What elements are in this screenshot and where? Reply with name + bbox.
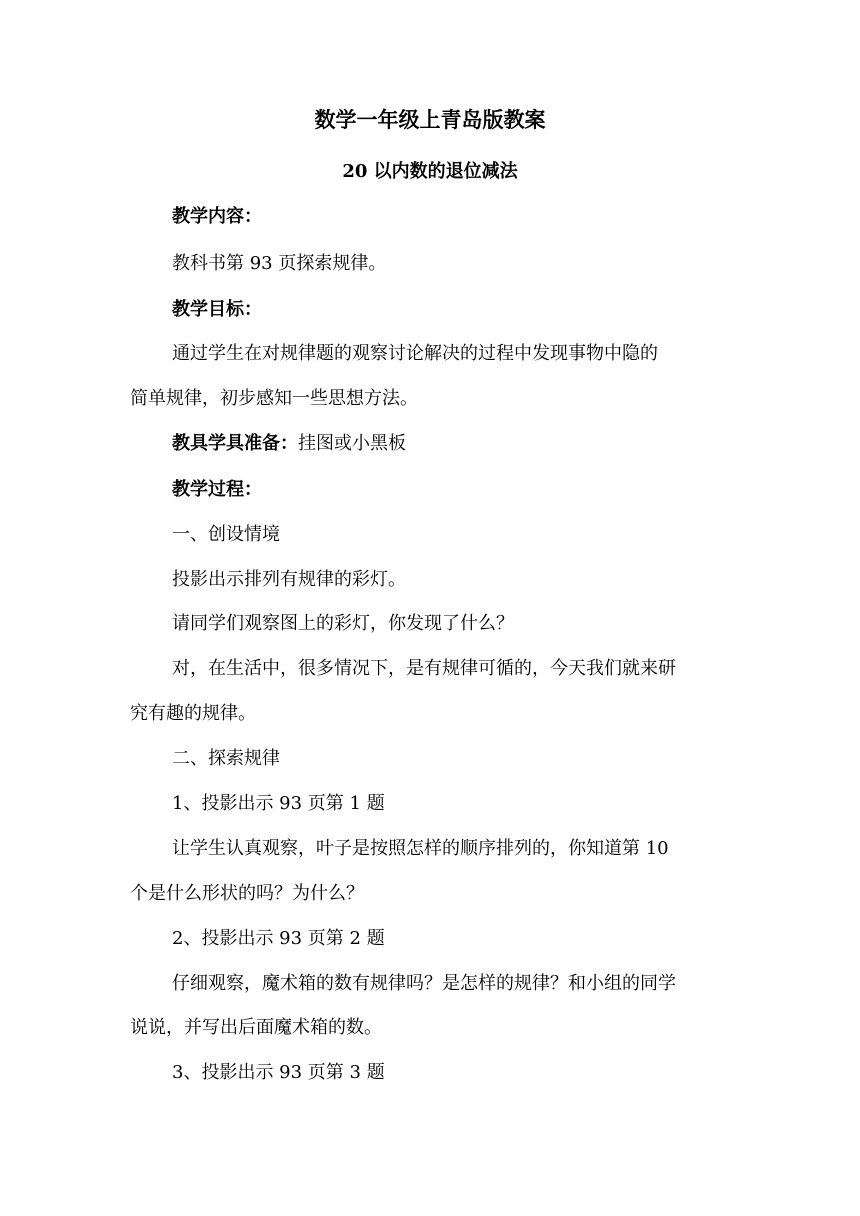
question-2-text-b: 说说，并写出后面魔术箱的数。 xyxy=(130,1017,382,1038)
document-title: 数学一年级上青岛版教案 xyxy=(314,107,546,132)
question-1: 1、投影出示 93 页第 1 题 xyxy=(172,793,385,814)
section-2-heading: 二、探索规律 xyxy=(172,748,280,769)
question-1-text-a: 让学生认真观察，叶子是按照怎样的顺序排列的，你知道第 10 xyxy=(172,838,669,859)
question-3: 3、投影出示 93 页第 3 题 xyxy=(172,1062,385,1083)
section-1-line-3a: 对，在生活中，很多情况下，是有规律可循的，今天我们就来研 xyxy=(172,658,676,679)
prep-label: 教具学具准备： xyxy=(172,433,298,454)
question-1-text-b: 个是什么形状的吗？为什么？ xyxy=(130,883,364,904)
section-1-line-3b: 究有趣的规律。 xyxy=(130,703,256,724)
section-1-heading: 一、创设情境 xyxy=(172,524,280,545)
question-2: 2、投影出示 93 页第 2 题 xyxy=(172,928,385,949)
prep-line xyxy=(172,430,740,458)
goal-text-line-1: 通过学生在对规律题的观察讨论解决的过程中发现事物中隐的 xyxy=(172,343,658,364)
content-heading: 教学内容： xyxy=(172,206,262,227)
goal-text-line-2: 简单规律，初步感知一些思想方法。 xyxy=(130,388,418,409)
prep-text: 挂图或小黑板 xyxy=(298,433,406,454)
goal-heading: 教学目标： xyxy=(172,299,262,320)
question-2-text-a: 仔细观察，魔术箱的数有规律吗？是怎样的规律？和小组的同学 xyxy=(172,973,676,994)
document-subtitle: 20 以内数的退位减法 xyxy=(342,161,518,182)
section-1-line-1: 投影出示排列有规律的彩灯。 xyxy=(172,569,406,590)
section-1-line-2: 请同学们观察图上的彩灯，你发现了什么？ xyxy=(172,613,514,634)
process-heading: 教学过程： xyxy=(172,479,262,500)
content-text: 教科书第 93 页探索规律。 xyxy=(172,253,387,274)
